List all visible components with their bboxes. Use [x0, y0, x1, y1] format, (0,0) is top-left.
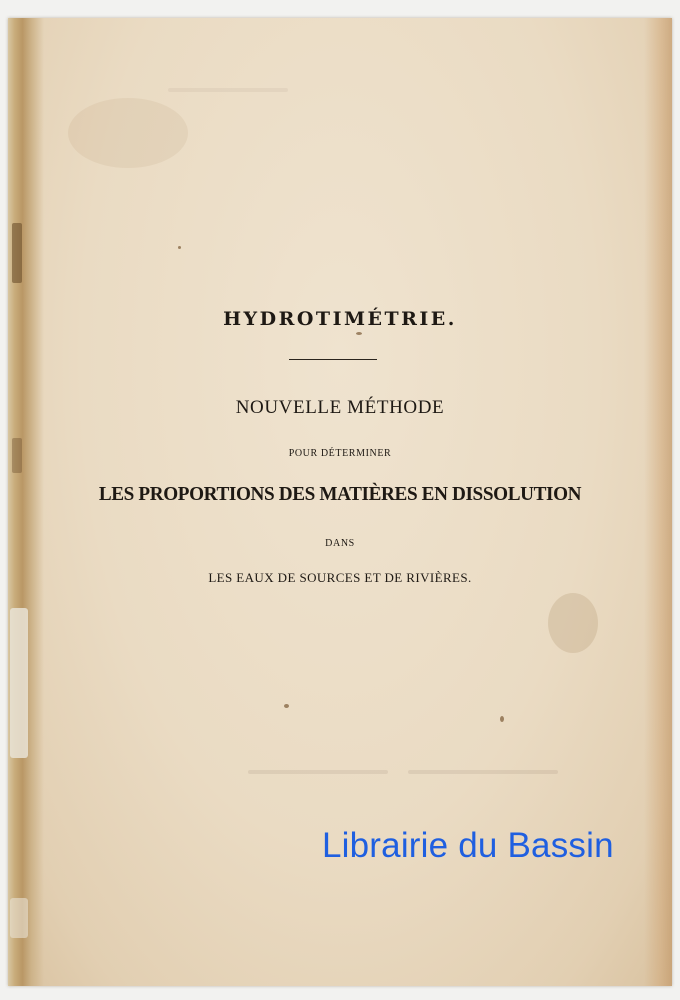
line-dans: DANS — [325, 538, 355, 549]
paper-speck — [178, 246, 181, 249]
foxing-stain — [548, 593, 598, 653]
line-eaux: LES EAUX DE SOURCES ET DE RIVIÈRES. — [208, 570, 472, 585]
spine-stain — [12, 223, 22, 283]
line-main-heading: LES PROPORTIONS DES MATIÈRES EN DISSOLUTION — [98, 483, 582, 505]
spine-tear — [10, 898, 28, 938]
paper-speck — [356, 332, 362, 335]
bleed-through-text — [248, 770, 388, 774]
spine-tear — [10, 608, 28, 758]
title-rule — [289, 359, 377, 360]
paper-speck — [500, 716, 504, 722]
foxing-stain — [68, 98, 188, 168]
bleed-through-text — [408, 770, 558, 774]
document-subtitle: NOUVELLE MÉTHODE — [235, 397, 445, 418]
document-title: HYDROTIMÉTRIE. — [223, 308, 457, 330]
watermark: Librairie du Bassin — [322, 826, 614, 865]
paper-speck — [284, 704, 289, 708]
bleed-through-text — [168, 88, 288, 92]
line-pour-determiner: POUR DÉTERMINER — [288, 448, 392, 459]
